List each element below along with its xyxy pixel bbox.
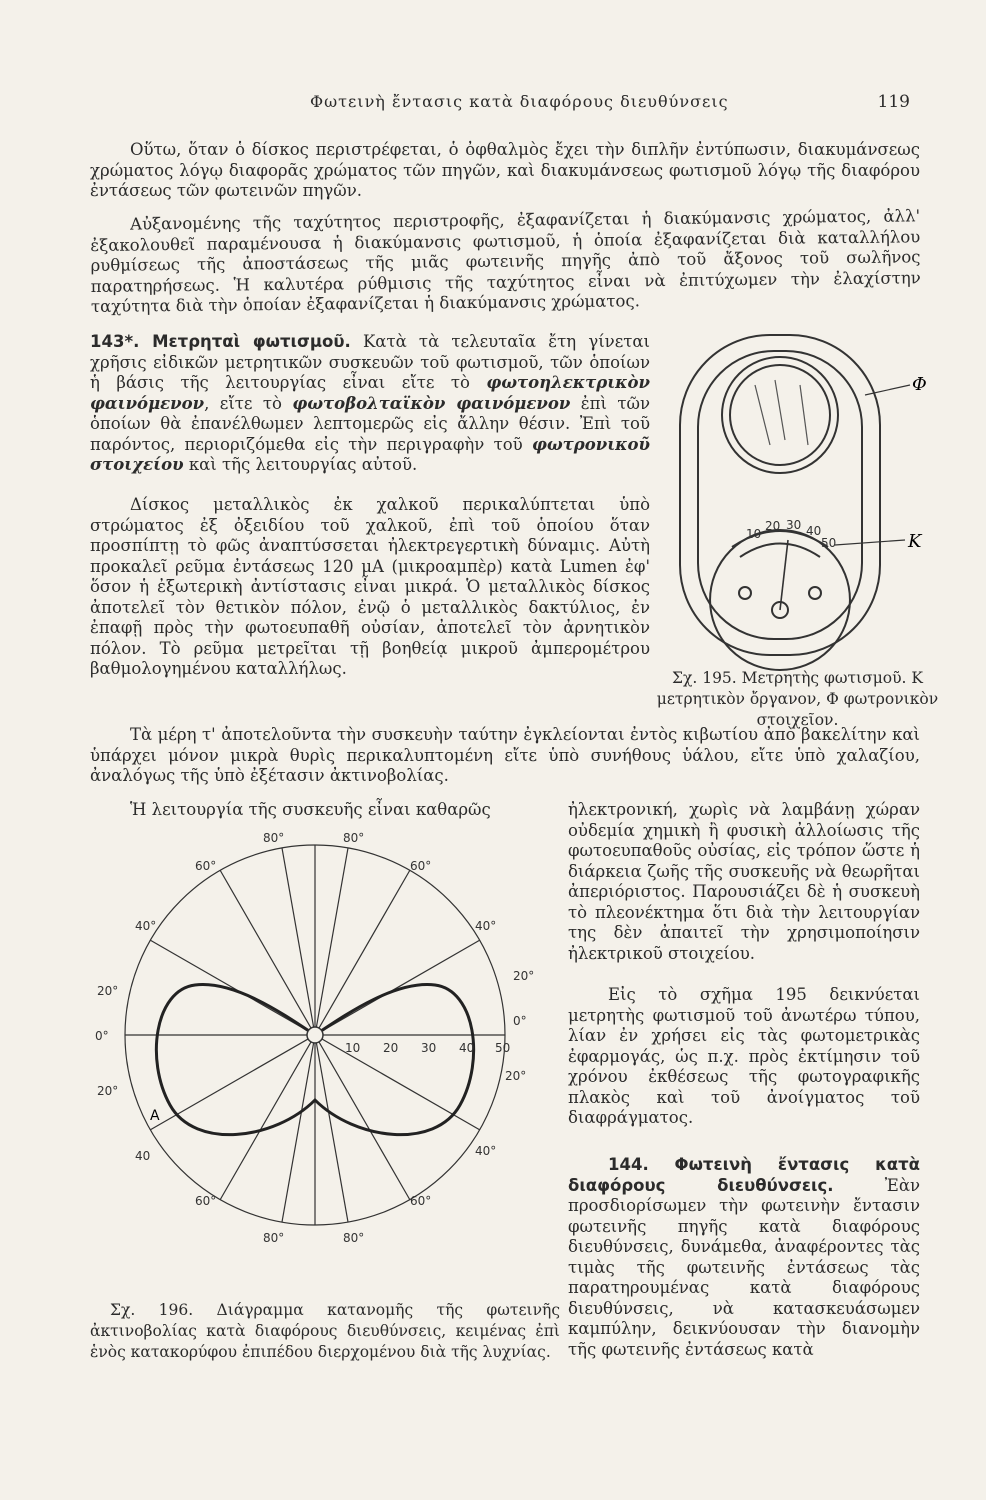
angle-60-right: 60° [410,859,432,873]
section-143-title: 143*. Μετρηταὶ φωτισμοῦ. [90,332,351,351]
angle-40-left: 40° [135,919,157,933]
label-a: A [150,1108,160,1124]
term-photovoltaic: φωτοβολταϊκὸν φαινόμενον [292,393,571,413]
angle-0-right: 0° [513,1014,527,1028]
page-header [90,92,910,116]
angle-20-right: 20° [513,969,535,983]
section-143-text-c: ἐπὶ τῶν ὁποίων θὰ ἐπανέλθωμεν λεπτομερῶς εἰς ἄλλην θέσιν. Ἐπὶ τοῦ παρόντος, περιοριζόμεθα εἰς τὴν περιγραφὴν τοῦ [90,393,651,454]
section-143 [90,332,650,476]
paragraph-case: Τὰ μέρη τ' ἀποτελοῦντα τὴν συσκευὴν ταύτην ἐγκλείονται ἐντὸς κιβωτίου ἀπὸ βακελίτην καὶ ὑπάρχει μόνον μικρὰ θυρὶς περικαλυπτομένη εἴτε ὑπὸ συνήθους ὑάλου, εἴτε ὑπὸ χαλαζίου, ἀναλόγως τῆς ὑπὸ ἐξέτασιν ἀκτινοβολίας. [90,725,920,785]
caption-figure-195: Σχ. 195. Μετρητὴς φωτισμοῦ. K μετρητικὸν ὄργανον, Φ φωτρονικὸν στοιχεῖον. [656,669,939,729]
angle-80-left: 80° [263,831,285,845]
section-143-text-d: καὶ τῆς λειτουργίας αὐτοῦ. [188,455,418,474]
angle-20-right-lower: 20° [505,1069,527,1083]
caption-figure-196: Σχ. 196. Διάγραμμα κατανομῆς τῆς φωτεινῆς ἀκτινοβολίας κατὰ διαφόρους διευθύνσεις, κειμένας ἐπὶ ἑνὸς κατακορύφου ἐπιπέδου διερχομένου διὰ τῆς λυχνίας. [90,1301,560,1361]
section-144 [568,1155,920,1360]
radial-20: 20 [383,1041,399,1055]
meter-dial-ring [710,530,850,670]
scale-tick-30: 30 [786,518,802,532]
scale-tick-10: 10 [746,527,762,541]
radial-40: 40 [459,1041,475,1055]
leader-k [835,540,905,545]
label-phi: Φ [912,374,927,395]
angle-40-left-lower: 40 [135,1149,151,1163]
paragraph-copper-disk: Δίσκος μεταλλικὸς ἐκ χαλκοῦ περικαλύπτεται ὑπὸ στρώματος ἐξ ὀξειδίου τοῦ χαλκοῦ, ἐπὶ τοῦ ὁποίου ὅταν προσπίπτῃ τὸ φῶς ἀναπτύσσεται ἠλεκτρεγερτικὴ δύναμις. Αὐτὴ προκαλεῖ ρεῦμα ἐντάσεως 120 μA (μικροαμπὲρ) κατὰ Lumen ἐφ' ὅσον ἡ ἐξωτερικὴ ἀντίστασις εἶναι μικρά. Ὁ μεταλλικὸς δίσκος ἀποτελεῖ τὸν θετικὸν πόλον, ἐνῷ ὁ μεταλλικὸς δακτύλιος, ἐν ἐπαφῇ πρὸς τὴν φωτοευπαθῆ οὐσίαν, ἀποτελεῖ τὸν ἀρνητικὸν πόλον. Τὸ ρεῦμα μετρεῖται τῇ βοηθείᾳ μικροῦ ἀμπερομέτρου βαθμολογημένου καταλλήλως. [90,495,650,678]
radial-30: 30 [421,1041,437,1055]
figure-195-light-meter [660,325,960,715]
angle-60-left-lower: 60° [195,1194,217,1208]
running-head: Φωτεινὴ ἔντασις κατὰ διαφόρους διευθύνσεις [310,92,729,111]
terminal-right [809,587,821,599]
figure-196-polar-diagram [85,830,545,1270]
lamp-center [307,1027,323,1043]
angle-80-right: 80° [343,831,365,845]
angle-0-left: 0° [95,1029,109,1043]
paragraph-1: Οὕτω, ὅταν ὁ δίσκος περιστρέφεται, ὁ ὀφθαλμὸς ἔχει τὴν διπλῆν ἐντύπωσιν, διακυμάνσεως χρώματος λόγῳ διαφορᾶς χρώματος τῶν πηγῶν, καὶ διακυμάνσεως φωτισμοῦ λόγῳ τῆς διαφόρου ἐντάσεως τῶν φωτεινῶν πηγῶν. [90,140,920,200]
paragraph-operation-left: Ἡ λειτουργία τῆς συσκευῆς εἶναι καθαρῶς [130,800,491,819]
section-144-text: Ἐὰν προσδιορίσωμεν τὴν φωτεινὴν ἔντασιν φωτεινῆς πηγῆς κατὰ διαφόρους διευθύνσεις, δυνάμεθα, ἀναφέροντες τὰς τιμὰς τῆς φωτεινῆς ἐντάσεως τὰς παρατηρουμένας κατὰ διαφόρους διευθύνσεις, νὰ κατασκευάσωμεν καμπύλην, δεικνύουσαν τὴν διανομὴν τῆς φωτεινῆς ἐντάσεως κατὰ [568,1175,921,1359]
angle-20-left: 20° [97,984,119,998]
paragraph-2: Αὐξανομένης τῆς ταχύτητος περιστροφῆς, ἐξαφανίζεται ἡ διακύμανσις χρώματος, ἀλλ' ἐξακολουθεῖ παραμένουσα ἡ διακύμανσις φωτισμοῦ, ἡ ὁποία ἐξαφανίζεται διὰ καταλλήλου ρυθμίσεως τῆς ἀποστάσεως τῆς μιᾶς φωτεινῆς πηγῆς ἀπὸ τοῦ ἄξονος τοῦ σωλῆνος παρατηρήσεως. Ἡ καλυτέρα ρύθμισις τῆς ταχύτητος εἶναι νὰ ἐπιτύχωμεν τὴν ἐλαχίστην ταχύτητα διὰ τὴν ὁποίαν ἐξαφανίζεται ἡ διακύμανσις χρώματος. [90,206,921,316]
meter-needle [780,540,788,610]
term-photoelectric: φωτοηλεκτρικὸν φαινόμενον [90,373,650,413]
angle-60-right-lower: 60° [410,1194,432,1208]
scale-tick-20: 20 [765,519,781,533]
label-k: K [908,531,922,552]
photronic-cell-window [722,357,838,473]
cell-ring [730,365,830,465]
scale-tick-40: 40 [806,524,822,538]
term-photronic-cell: φωτρονικοῦ στοιχείου [90,434,651,474]
angle-40-right-lower: 40° [475,1144,497,1158]
glass-glare-3 [800,385,808,445]
page-number: 119 [877,92,910,112]
section-144-title: 144. Φωτεινὴ ἔντασις κατὰ διαφόρους διευθύνσεις. [568,1155,920,1195]
radial-50: 50 [495,1041,511,1055]
glass-glare-2 [775,380,785,440]
angle-60-left: 60° [195,859,217,873]
meter-scale-inner [740,544,820,558]
scale-tick-50: 50 [821,536,837,550]
radial-10: 10 [345,1041,361,1055]
angle-80-left-lower: 80° [263,1231,285,1245]
angle-20-left-lower: 20° [97,1084,119,1098]
section-143-text-b: , εἴτε τὸ [204,393,282,413]
paragraph-figure-ref: Εἰς τὸ σχῆμα 195 δεικνύεται μετρητὴς φωτισμοῦ τοῦ ἀνωτέρω τύπου, λίαν ἐν χρήσει εἰς τὰς φωτομετρικὰς ἐφαρμογάς, ὡς π.χ. πρὸς ἐκτίμησιν τοῦ χρόνου ἐκθέσεως τῆς φωτογραφικῆς πλακὸς καὶ τοῦ ἀνοίγματος τοῦ διαφράγματος. [568,985,920,1127]
terminal-left [739,587,751,599]
angle-40-right: 40° [475,919,497,933]
section-143-text-a: Κατὰ τὰ τελευταῖα ἔτη γίνεται χρῆσις εἰδικῶν μετρητικῶν συσκευῶν τοῦ φωτισμοῦ, τῶν ὁποίων ἡ βάσις τῆς λειτουργίας εἶναι εἴτε τὸ [90,332,650,392]
meter-case-inner [698,351,862,639]
paragraph-operation-right: ἠλεκτρονική, χωρὶς νὰ λαμβάνῃ χώραν οὐδεμία χημικὴ ἢ φυσικὴ ἀλλοίωσις τῆς φωτοευπαθοῦς οὐσίας, εἰς τρόπον ὥστε ἡ διάρκεια ζωῆς τῆς συσκευῆς νὰ θεωρῆται ἀπεριόριστος. Παρουσιάζει δὲ ἡ συσκευὴ τὸ πλεονέκτημα ὅτι διὰ τὴν λειτουργίαν της δὲν ἀπαιτεῖ τὴν χρησιμοποίησιν ἠλεκτρικοῦ στοιχείου. [568,800,920,963]
glass-glare-1 [755,385,770,445]
angle-80-right-lower: 80° [343,1231,365,1245]
